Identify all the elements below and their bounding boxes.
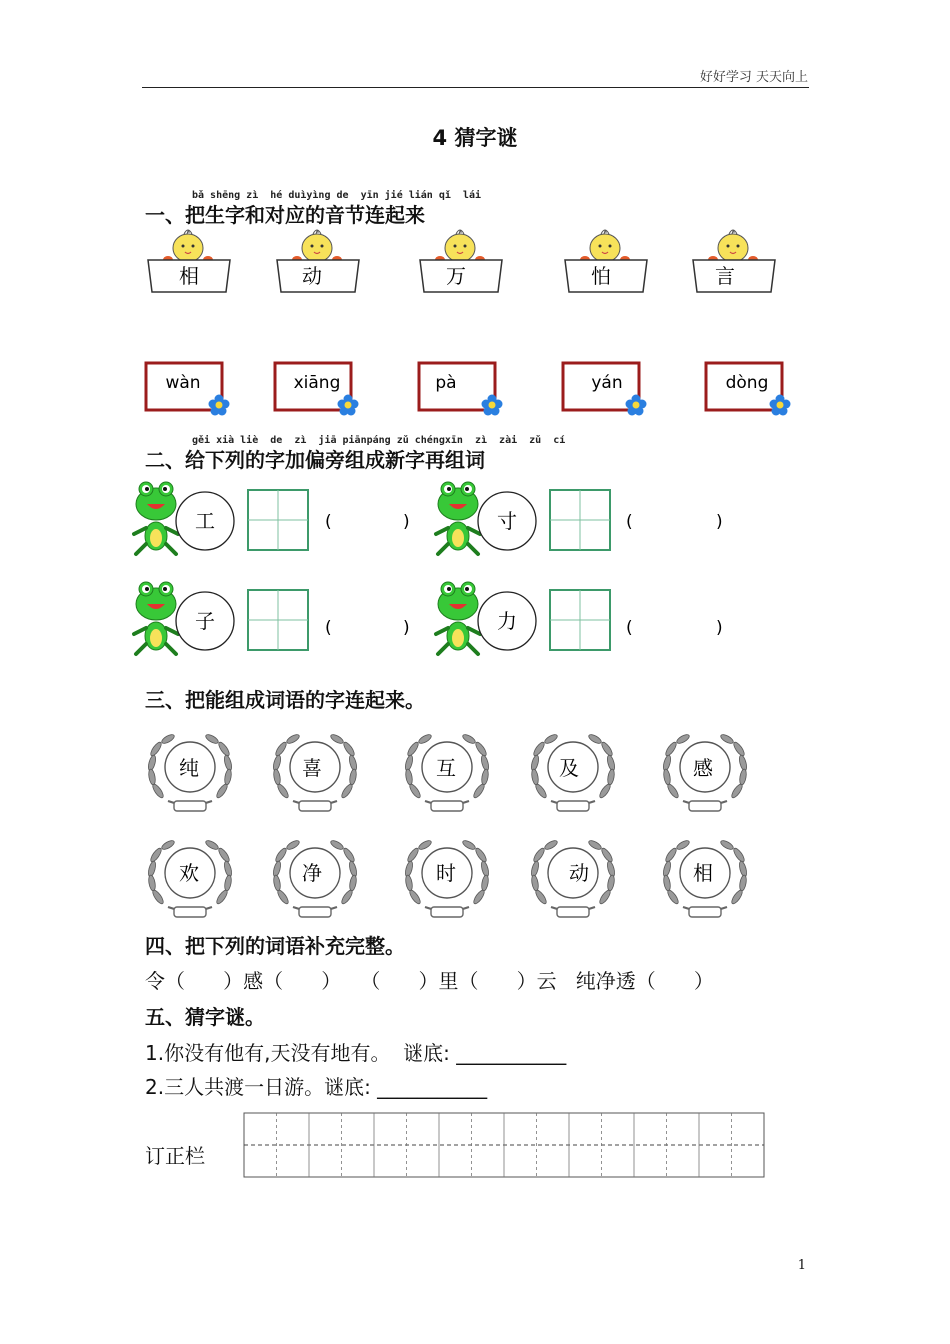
svg-text:喜: 喜 (302, 756, 322, 780)
svg-text:欢: 欢 (179, 861, 199, 885)
paren-open-2: ( (626, 512, 633, 532)
syllable-2: xiāng (293, 373, 341, 393)
syllable-box-5 (706, 363, 791, 416)
svg-text:时: 时 (436, 861, 456, 885)
section1-heading: 一、把生字和对应的音节连起来 (145, 203, 425, 227)
char-3: 万 (446, 264, 466, 288)
wreath-2-3 (404, 839, 490, 917)
radical-char-3: 子 (195, 609, 215, 633)
section1-pinyin: bǎ shēng zì hé duìyìng de yīn jié lián qǐ lái (192, 190, 481, 201)
paren-close-1: ) (403, 512, 410, 532)
header-motto: 好好学习 天天向上 (699, 70, 808, 85)
syllable-box-4 (563, 363, 647, 416)
svg-text:动: 动 (569, 861, 589, 885)
wreath-2-5 (662, 839, 748, 917)
wreath-1-2 (272, 733, 358, 811)
page-title: 4 猜字谜 (432, 126, 518, 150)
paren-open-3: ( (325, 618, 332, 638)
paren-close-4: ) (716, 618, 723, 638)
paren-close-2: ) (716, 512, 723, 532)
section2-figure (0, 470, 950, 670)
syllable-box-1 (146, 363, 230, 416)
radical-char-4: 力 (497, 609, 517, 633)
section4-fill-line: 令（ ）感（ ） （ ）里（ ）云 纯净透（ ） (145, 969, 714, 993)
section1-figure (0, 220, 950, 420)
wreath-1-3 (404, 733, 490, 811)
section3-figure (0, 725, 950, 925)
svg-text:净: 净 (302, 861, 322, 885)
radical-char-1: 工 (195, 509, 215, 533)
page-number: 1 (797, 1258, 806, 1273)
syllable-1: wàn (165, 373, 201, 393)
char-4: 怕 (591, 264, 611, 288)
char-1: 相 (179, 264, 199, 288)
svg-text:相: 相 (693, 861, 713, 885)
wreath-2-4 (530, 839, 616, 917)
section2-pinyin: gěi xià liè de zì jiā piānpáng zǔ chéngxīn zì zài zǔ cí (192, 435, 566, 446)
radical-item-1 (134, 482, 410, 554)
wreath-2-2 (272, 839, 358, 917)
header-divider (142, 87, 809, 88)
syllable-5: dòng (725, 373, 769, 393)
chick-box-2 (277, 230, 359, 292)
char-2: 动 (302, 264, 322, 288)
section5-heading: 五、猜字谜。 (145, 1005, 265, 1029)
radical-item-3 (134, 582, 410, 654)
paren-open-4: ( (626, 618, 633, 638)
correction-label: 订正栏 (145, 1144, 205, 1168)
paren-close-3: ) (403, 618, 410, 638)
chick-box-4 (565, 230, 647, 292)
svg-text:感: 感 (693, 756, 713, 780)
chick-box-1 (148, 230, 230, 292)
svg-text:纯: 纯 (179, 756, 199, 780)
riddle-1: 1.你没有他有,天没有地有。 谜底: ___________ (145, 1041, 567, 1065)
syllable-3: pà (435, 373, 457, 393)
wreath-1-1 (147, 733, 233, 811)
wreath-1-5 (662, 733, 748, 811)
radical-char-2: 寸 (497, 509, 517, 533)
radical-item-4 (436, 582, 723, 654)
section2-heading: 二、给下列的字加偏旁组成新字再组词 (145, 448, 485, 472)
svg-text:互: 互 (436, 756, 456, 780)
radical-item-2 (436, 482, 723, 554)
chick-box-3 (420, 230, 502, 292)
chick-box-5 (693, 230, 775, 292)
syllable-box-3 (419, 363, 503, 416)
correction-grid (240, 1110, 770, 1182)
svg-text:及: 及 (559, 756, 579, 780)
syllable-4: yán (591, 373, 623, 393)
section3-heading: 三、把能组成词语的字连起来。 (145, 688, 425, 712)
section4-heading: 四、把下列的词语补充完整。 (145, 934, 405, 958)
wreath-2-1 (147, 839, 233, 917)
char-5: 言 (715, 264, 735, 288)
wreath-1-4 (530, 733, 616, 811)
paren-open-1: ( (325, 512, 332, 532)
riddle-2: 2.三人共渡一日游。谜底: ___________ (145, 1075, 488, 1099)
syllable-box-2 (275, 363, 359, 416)
